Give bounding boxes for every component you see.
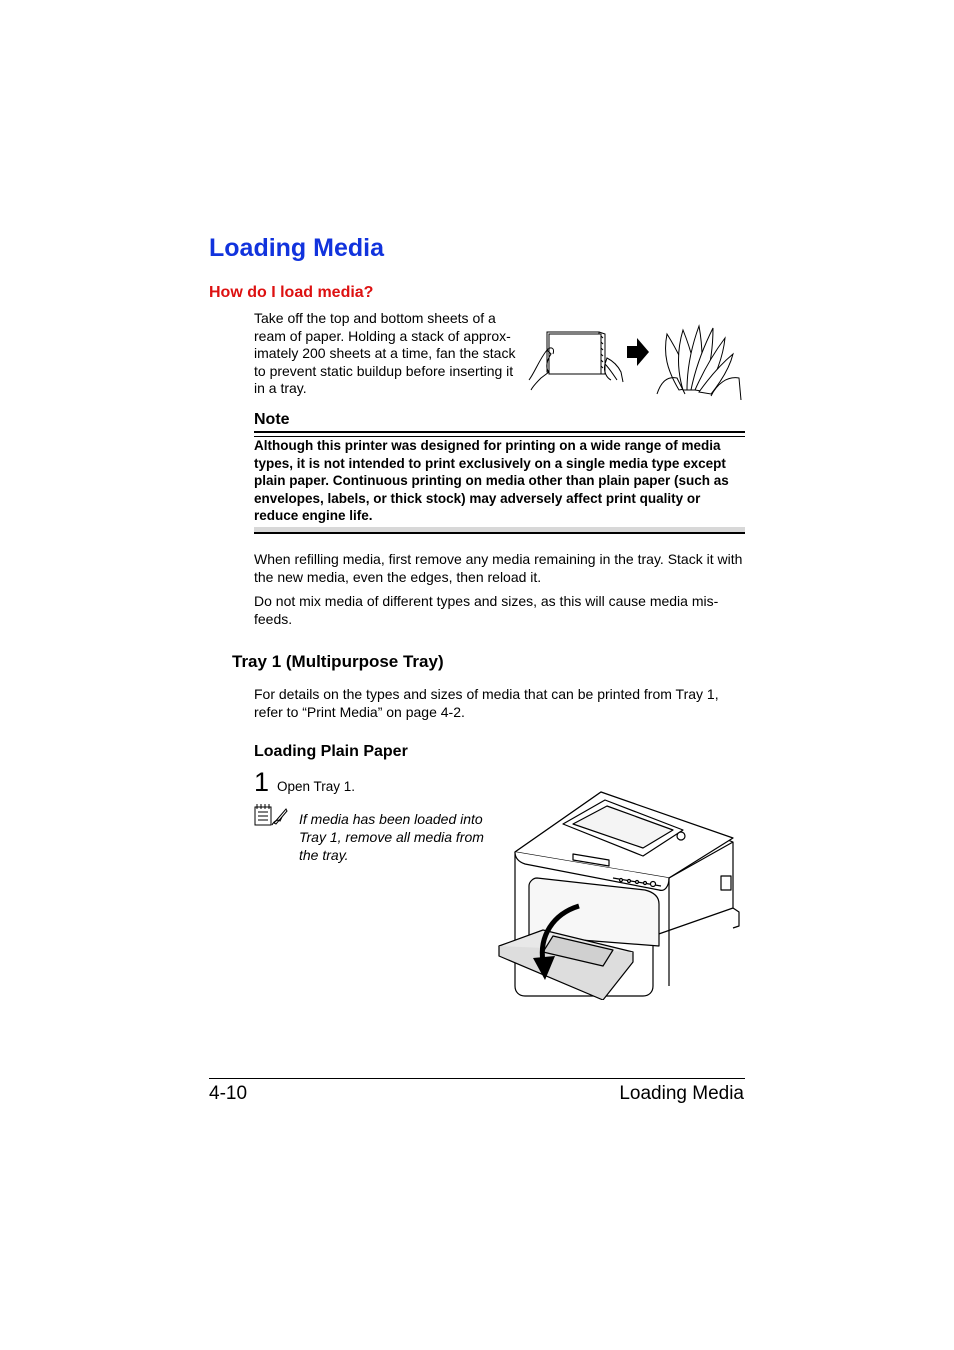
refill-paragraph: When refilling media, first remove any media remaining in the tray. Stack it with the new media, even the edges, then reload it. [254, 551, 743, 585]
tray1-paragraph: For details on the types and sizes of media that can be printed from Tray 1, refer to “Print Media” on page 4-2. [254, 686, 719, 720]
note-text: Although this printer was designed for printing on a wide range of media types, it is not intended to print exclusively on a single media type except plain paper. Continuous printing on media other than plain paper (such as envelopes, labels, or thick stock) may adversely affect print quality or reduce engine life. [254, 438, 729, 523]
intro-paragraph: Take off the top and bottom sheets of a ream of paper. Holding a stack of approx- imately 200 sheets at a time, fan the stack to prevent static buildup before inserting it in a tray. [254, 310, 516, 397]
printer-open-tray-illustration [493, 786, 747, 1000]
footer-section-title: Loading Media [619, 1083, 744, 1104]
step-number: 1 [254, 767, 270, 797]
loading-plain-paper-heading: Loading Plain Paper [254, 743, 408, 760]
note-heading: Note [254, 411, 290, 428]
step-text: Open Tray 1. [277, 779, 356, 794]
memo-hand-pen-icon [254, 803, 288, 827]
paper-fan-illustration [527, 320, 747, 402]
footer-page-number: 4-10 [209, 1083, 248, 1104]
tray1-heading: Tray 1 (Multipurpose Tray) [232, 652, 444, 671]
section-subhead: How do I load media? [209, 284, 374, 301]
memo-text: If media has been loaded into Tray 1, remove all media from the tray. [299, 811, 484, 863]
note-rule-top [254, 431, 745, 433]
note-rule-bottom [254, 532, 745, 534]
nomix-paragraph: Do not mix media of different types and sizes, as this will cause media mis- feeds. [254, 593, 719, 627]
footer-rule [209, 1078, 745, 1079]
page-title: Loading Media [209, 234, 384, 262]
